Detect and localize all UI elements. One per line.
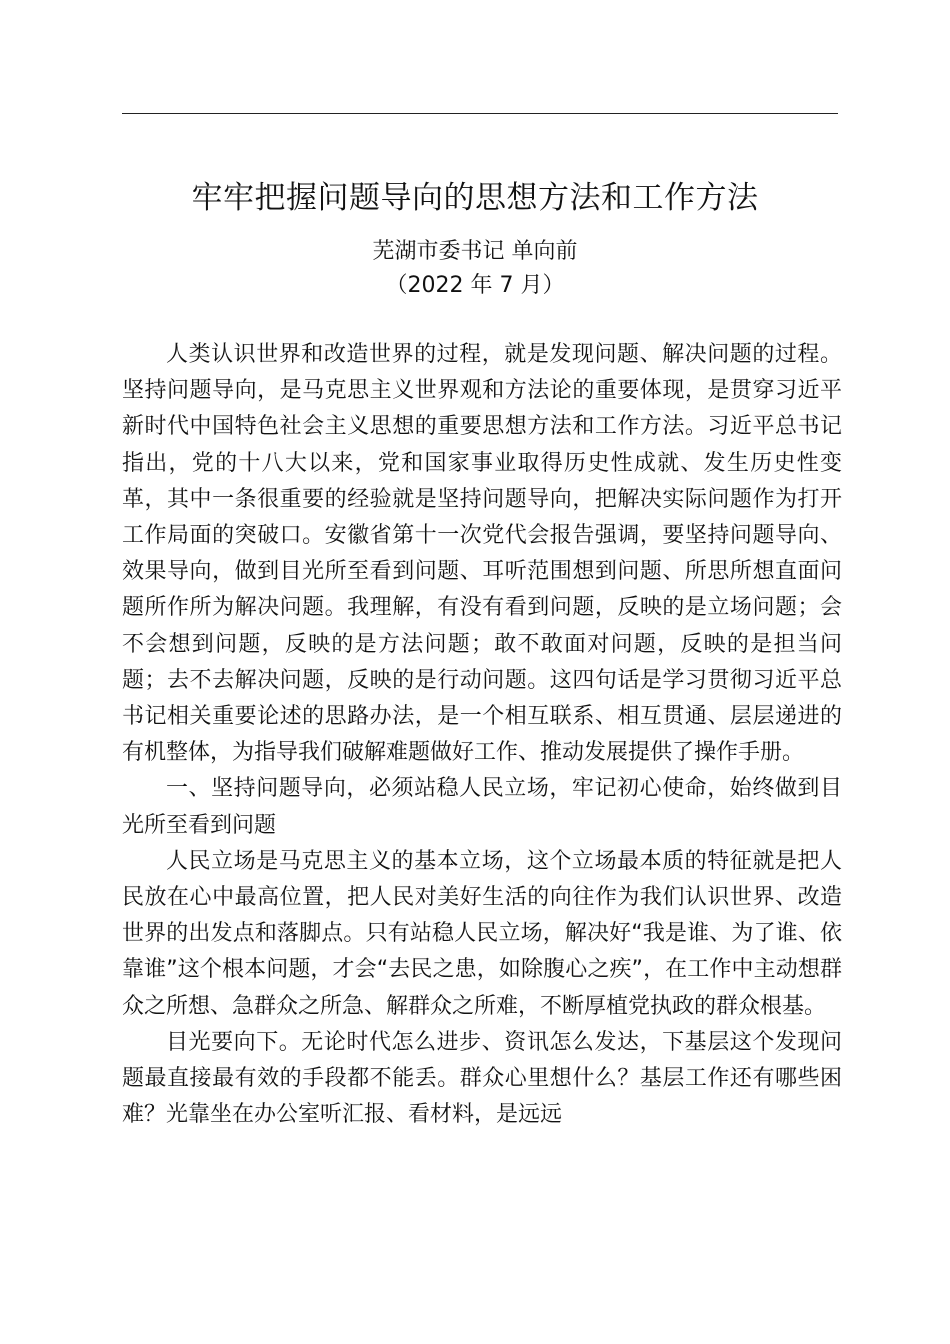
date-line: （2022 年 7 月） (385, 273, 565, 298)
paragraph-people-stance: 人民立场是马克思主义的基本立场，这个立场最本质的特征就是把人民放在心中最高位置，把人民对美好生活的向往作为我们认识世界、改造世界的出发点和落脚点。只有站稳人民立场，解决好“我是谁、为了谁、依靠谁”这个根本问题，才会“去民之患，如除腹心之疾”，在工作中主动想群众之所想、急群众之所急、解群众之所难，不断厚植党执政的群众根基。 (122, 848, 842, 1019)
paragraph-look-down: 目光要向下。无论时代怎么进步、资讯怎么发达，下基层这个发现问题最直接最有效的手段都不能丢。群众心里想什么？基层工作还有哪些困难？光靠坐在办公室听汇报、看材料，是远远 (122, 1029, 842, 1128)
author-line: 芜湖市委书记 单向前 (372, 239, 578, 264)
header-rule (122, 113, 838, 114)
document-body (122, 337, 842, 1133)
section-heading-one: 一、坚持问题导向，必须站稳人民立场，牢记初心使命，始终做到目光所至看到问题 (122, 776, 842, 838)
paragraph-intro: 人类认识世界和改造世界的过程，就是发现问题、解决问题的过程。坚持问题导向，是马克思主义世界观和方法论的重要体现，是贯穿习近平新时代中国特色社会主义思想的重要思想方法和工作方法。习近平总书记指出，党的十八大以来，党和国家事业取得历史性成就、发生历史性变革，其中一条很重要的经验就是坚持问题导向，把解决实际问题作为打开工作局面的突破口。安徽省第十一次党代会报告强调，要坚持问题导向、效果导向，做到目光所至看到问题、耳听范围想到问题、所思所想直面问题所作所为解决问题。我理解，有没有看到问题，反映的是立场问题；会不会想到问题，反映的是方法问题；敢不敢面对问题，反映的是担当问题；去不去解决问题，反映的是行动问题。这四句话是学习贯彻习近平总书记相关重要论述的思路办法，是一个相互联系、相互贯通、层层递进的有机整体，为指导我们破解难题做好工作、推动发展提供了操作手册。 (122, 342, 842, 766)
document-title: 牢牢把握问题导向的思想方法和工作方法 (191, 180, 759, 216)
